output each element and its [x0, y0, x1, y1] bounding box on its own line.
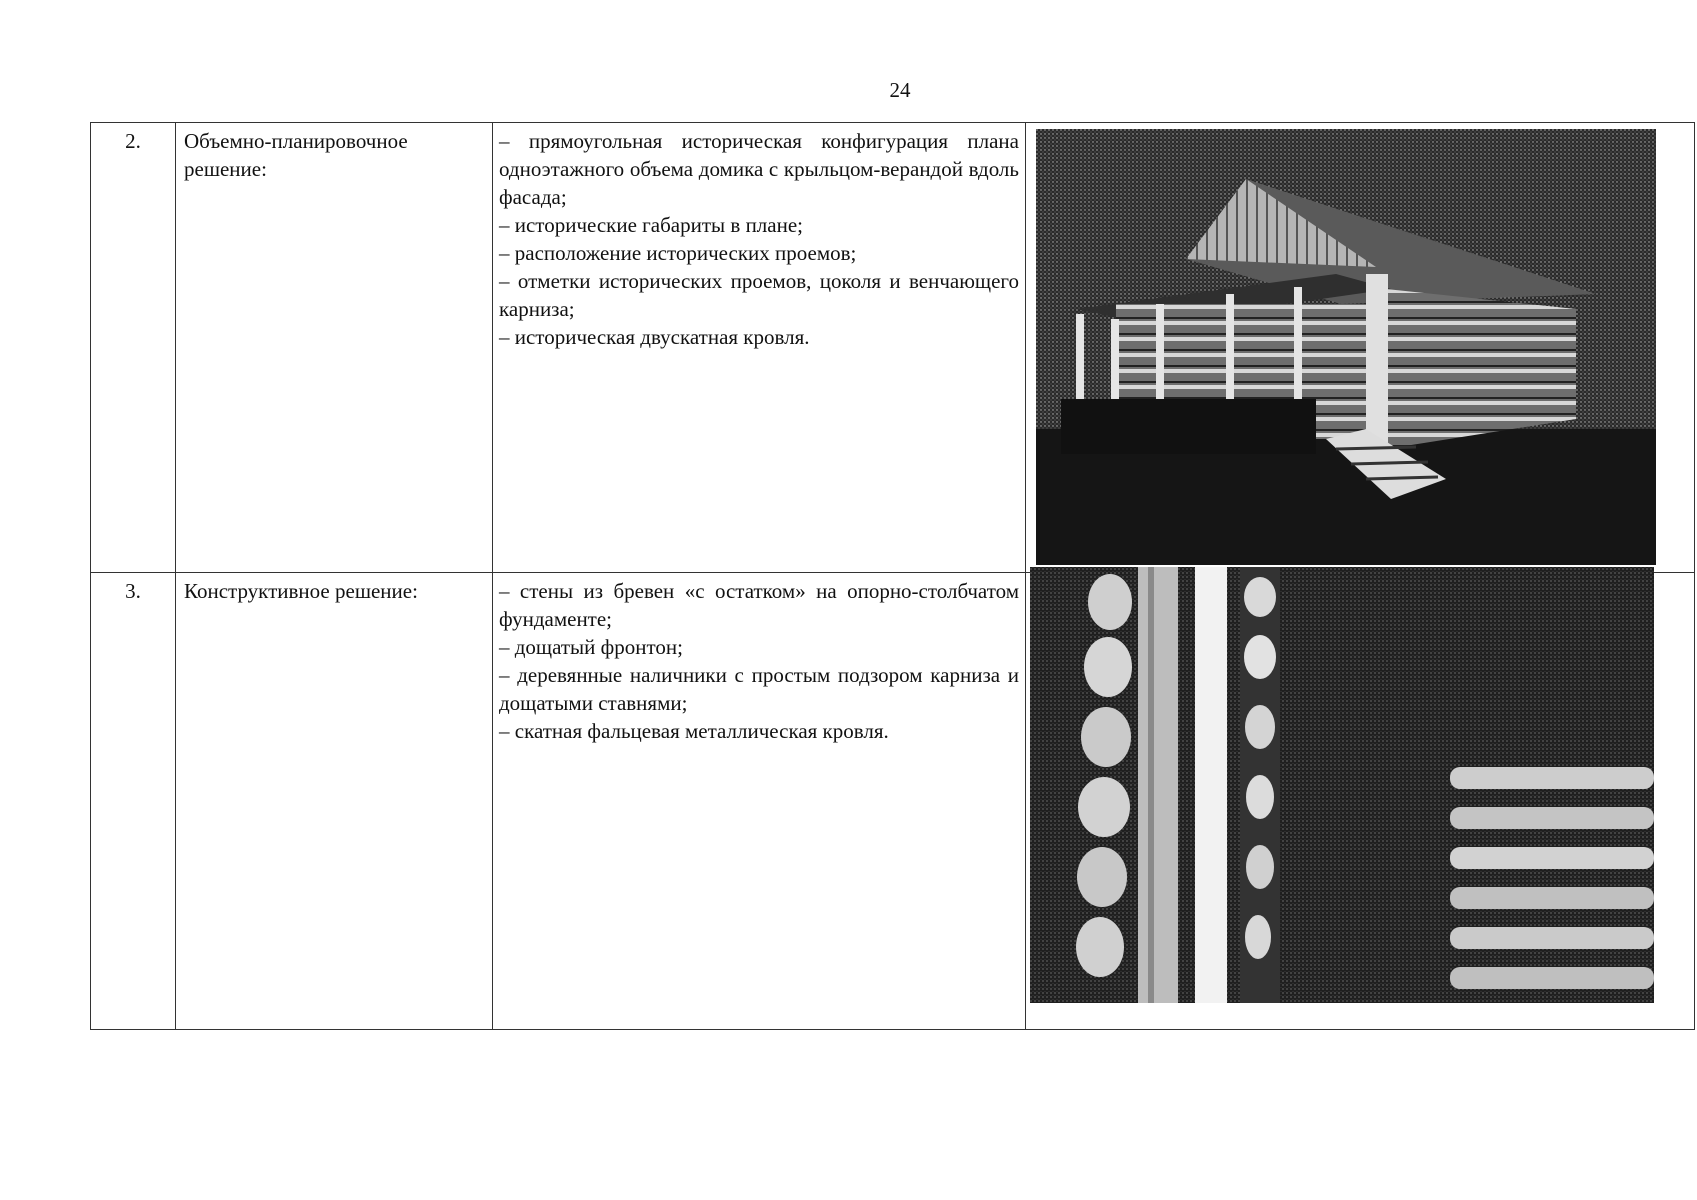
list-item: – отметки исторических проемов, цоколя и венчающего карниза; [499, 269, 1019, 321]
row-items [493, 573, 1026, 1030]
page-number: 24 [889, 78, 911, 102]
list-item: – дощатый фронтон; [499, 635, 683, 659]
table-row [91, 123, 1695, 573]
row-items [493, 123, 1026, 573]
protection-subject-table [90, 122, 1695, 1030]
list-item: – скатная фальцевая металлическая кровля. [499, 719, 889, 743]
list-item: – исторические габариты в плане; [499, 213, 803, 237]
list-item: – прямоугольная историческая конфигурация плана одноэтажного объема домика с крыльцом-верандой вдоль фасада; [499, 129, 1019, 209]
list-item: – деревянные наличники с простым подзором карниза и дощатыми ставнями; [499, 663, 1019, 715]
row-number: 2. [91, 123, 176, 573]
photo-cell [1026, 123, 1695, 573]
row-number: 3. [91, 573, 176, 1030]
list-item: – историческая двускатная кровля. [499, 325, 810, 349]
row-title: Объемно-планировочное решение: [176, 123, 493, 573]
row-title: Конструктивное решение: [176, 573, 493, 1030]
table-row [91, 573, 1695, 1030]
list-item: – расположение исторических проемов; [499, 241, 857, 265]
list-item: – стены из бревен «с остатком» на опорно-столбчатом фундаменте; [499, 579, 1019, 631]
log-house-photo [1036, 129, 1656, 565]
photo-cell [1026, 573, 1695, 1030]
